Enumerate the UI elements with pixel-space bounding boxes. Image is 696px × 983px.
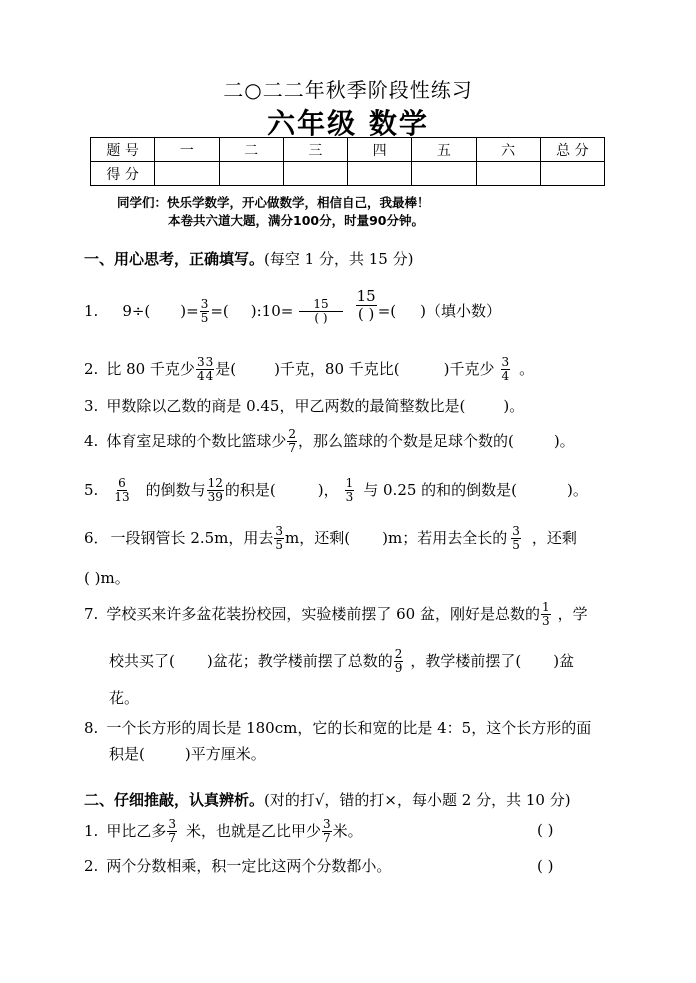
score-input-1[interactable]: [155, 162, 219, 186]
question-1-5: [84, 472, 588, 508]
section2-heading: [84, 789, 571, 810]
q-text: 一个长方形的周长是 180cm，它的长和宽的比是 4：5，这个长方形的面: [106, 719, 592, 737]
q-text: )=: [180, 302, 199, 320]
q-text: )。: [553, 432, 575, 450]
fraction: $\frac{3}{4}$: [205, 354, 214, 383]
question-1-8: [84, 718, 591, 738]
cell-3: 三: [283, 138, 347, 162]
cell-5: 五: [412, 138, 476, 162]
q-number: 6．: [84, 529, 109, 547]
fraction: $\frac{3}{4}$: [501, 354, 510, 383]
fraction: $\frac{15}{( )}$: [299, 298, 342, 325]
score-input-5[interactable]: [412, 162, 476, 186]
question-2-2: [84, 856, 391, 876]
section2-note: (对的打√，错的打×，每小题 2 分，共 10 分): [264, 791, 571, 809]
q-text: 米，也就是乙比甲少: [185, 822, 321, 840]
q-number: 2.: [84, 360, 99, 378]
q-text: )。: [503, 397, 525, 415]
fraction: $\frac{3}{7}$: [322, 816, 331, 845]
q-text: 甲数除以乙数的商是 0.45，甲乙两数的最简整数比是(: [106, 397, 466, 415]
score-input-2[interactable]: [219, 162, 283, 186]
q-text: =(: [210, 302, 229, 320]
q-number: 2.: [84, 857, 99, 875]
exam-subject: 六年级 数学: [267, 107, 429, 140]
q-text: 学校买来许多盆花装扮校园，实验楼前摆了 60 盆，刚好是总数的: [106, 605, 540, 623]
cell-1: 一: [155, 138, 219, 162]
score-table: [90, 137, 605, 186]
exam-title: 二○二二年秋季阶段性练习: [223, 78, 473, 102]
q-number: 4.: [84, 432, 99, 450]
q-text: 一段钢管长 2.5m，用去: [110, 529, 274, 547]
cell-total: 总 分: [540, 138, 604, 162]
question-1-6-line2: ( )m。: [84, 569, 130, 587]
section1-note: (每空 1 分，共 15 分): [264, 250, 414, 268]
fraction: $\frac{6}{13}$: [114, 475, 130, 504]
question-1-1: [84, 286, 501, 336]
score-input-4[interactable]: [348, 162, 412, 186]
cell-4: 四: [348, 138, 412, 162]
q-text: 校共买了(: [109, 652, 175, 670]
q-text: =(: [377, 302, 397, 320]
note-line-1: 同学们：快乐学数学，开心做数学，相信自己，我最棒！: [117, 195, 430, 210]
q-text: 比 80 千克少: [106, 360, 195, 378]
q-text: ，学: [557, 605, 588, 623]
section2-title: 二、仔细推敲，认真辨析。: [84, 791, 265, 809]
q-number: 5.: [84, 481, 99, 499]
fraction: $\frac{2}{9}$: [394, 646, 403, 675]
question-1-3: [84, 396, 524, 416]
q-text: )平方厘米。: [184, 745, 266, 763]
q-text: ，还剩: [531, 529, 577, 547]
cell-score-label: 得 分: [91, 162, 155, 186]
q-text: m，还剩(: [285, 529, 351, 547]
q-text: 是(: [215, 360, 237, 378]
q-text: )。: [567, 481, 588, 499]
cell-6: 六: [476, 138, 540, 162]
fraction: $\frac{3}{5}$: [200, 296, 209, 325]
fraction: $\frac{3}{4}$: [196, 354, 205, 383]
score-table-header-row: [91, 138, 605, 162]
note-line-2: 本卷共六道大题，满分100分，时量90分钟。: [168, 213, 424, 228]
cell-2: 二: [219, 138, 283, 162]
q-number: 1.: [84, 302, 99, 320]
q-number: 3.: [84, 397, 99, 415]
fraction: $\frac{2}{7}$: [288, 426, 296, 455]
question-1-7: [84, 596, 588, 632]
cell-label: 题 号: [91, 138, 155, 162]
fraction: $\frac{12}{39}$: [207, 475, 223, 504]
q-text: )m；若用去全长的: [382, 529, 508, 547]
question-1-7-line3: 花。: [109, 689, 140, 707]
fraction: $\frac{3}{5}$: [275, 523, 284, 552]
fraction: $\frac{3}{7}$: [168, 816, 176, 845]
fraction: $\frac{1}{3}$: [541, 599, 550, 628]
q-text: 两个分数相乘，积一定比这两个分数都小。: [106, 857, 392, 875]
q-text: 与 0.25 的和的倒数是(: [363, 481, 518, 499]
fraction: $\frac{15}{( )}$: [356, 286, 376, 323]
question-1-2: [84, 352, 534, 386]
q-text: )千克，80 千克比(: [274, 360, 400, 378]
q-text: 9÷(: [122, 302, 151, 320]
score-input-6[interactable]: [476, 162, 540, 186]
score-input-total[interactable]: [540, 162, 604, 186]
question-1-7-line2: [109, 643, 574, 679]
question-1-4: [84, 424, 575, 458]
section1-heading: [84, 248, 413, 269]
question-1-6: [84, 520, 577, 556]
q-text: 积是(: [109, 745, 145, 763]
q-text: 体育室足球的个数比篮球少: [106, 432, 287, 450]
q-text: )，: [317, 481, 339, 499]
q-text: 。: [519, 360, 535, 378]
answer-bracket-2-2[interactable]: ( ): [537, 857, 554, 875]
q-number: 1.: [84, 822, 99, 840]
q-text: )千克少: [443, 360, 495, 378]
question-2-1: [84, 813, 363, 849]
q-text: 甲比乙多: [106, 822, 167, 840]
q-text: ，教学楼前摆了(: [410, 652, 522, 670]
q-text: 米。: [332, 822, 363, 840]
question-1-8-line2: [109, 744, 266, 764]
score-table-score-row: [91, 162, 605, 186]
q-text: ，那么篮球的个数是足球个数的(: [297, 432, 514, 450]
q-text: 的积是(: [224, 481, 276, 499]
fraction: $\frac{3}{5}$: [512, 523, 520, 552]
answer-bracket-2-1[interactable]: ( ): [537, 821, 554, 839]
q-number: 8.: [84, 719, 99, 737]
section1-title: 一、用心思考，正确填写。: [84, 250, 265, 268]
q-text: ):10=: [250, 302, 294, 320]
q-text: )盆: [553, 652, 575, 670]
fraction: $\frac{1}{3}$: [345, 475, 354, 504]
q-text: )（填小数）: [420, 302, 501, 320]
q-text: )盆花；教学楼前摆了总数的: [206, 652, 393, 670]
q-text: 的倒数与: [145, 481, 206, 499]
score-input-3[interactable]: [283, 162, 347, 186]
q-number: 7.: [84, 605, 99, 623]
